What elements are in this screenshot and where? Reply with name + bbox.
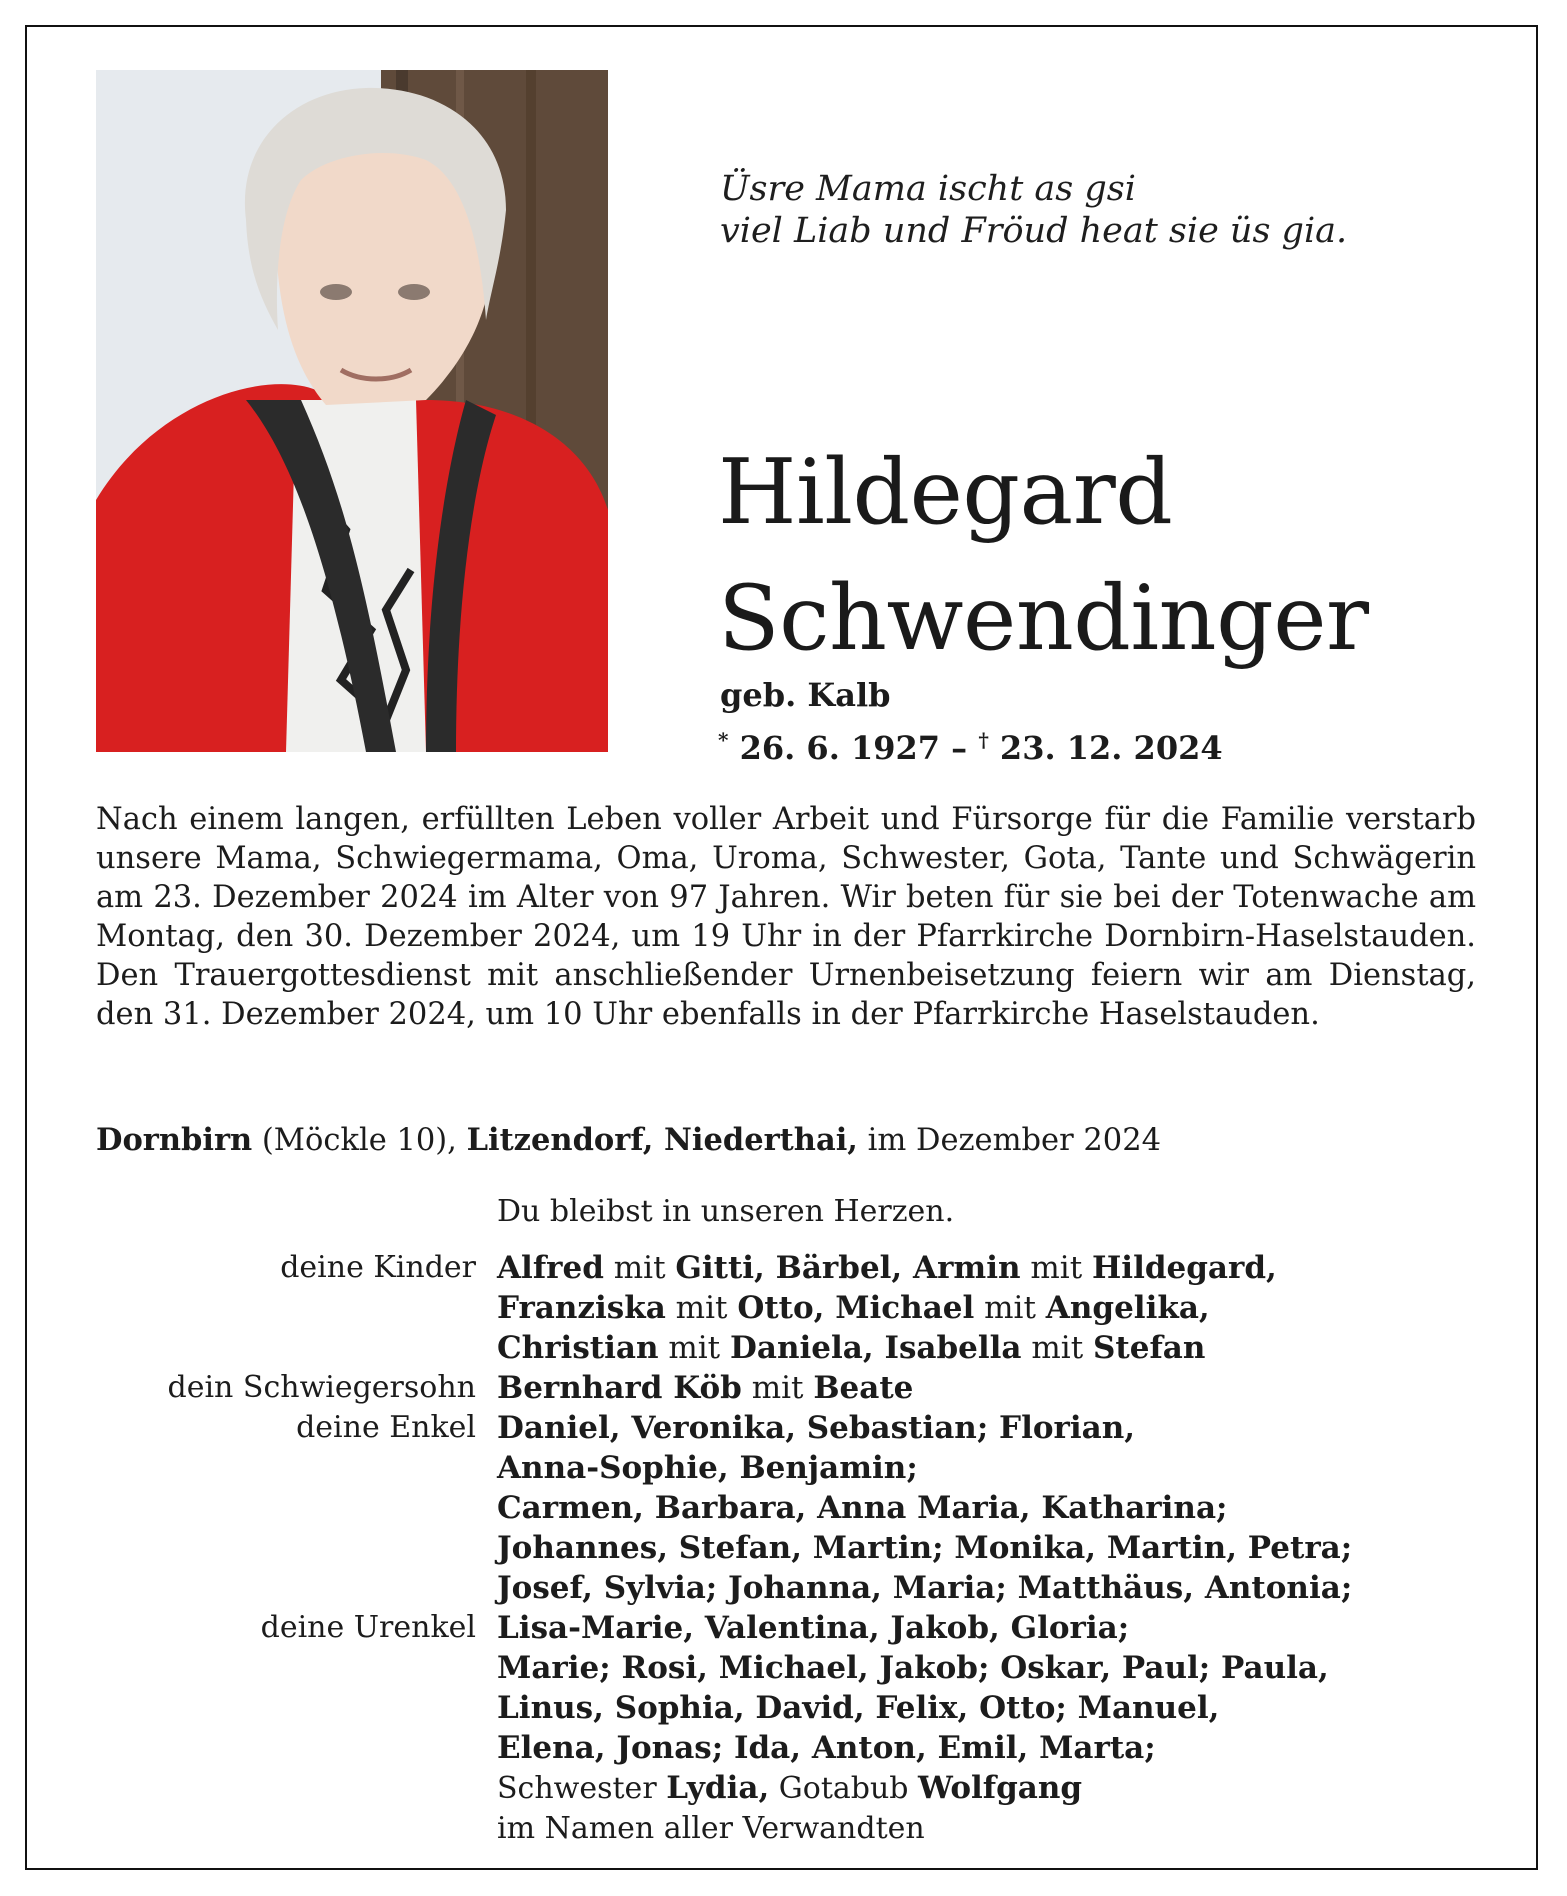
godchild-label: Gotabub: [769, 1771, 919, 1806]
grandchildren-line: Josef, Sylvia; Johanna, Maria; Matthäus, Antonia;: [497, 1570, 1353, 1606]
son-in-law-name: Bernhard Köb: [497, 1370, 742, 1406]
connector-text: mit: [658, 1330, 730, 1366]
child-name: Otto, Michael: [737, 1290, 975, 1326]
grandchildren-names: [497, 1408, 1516, 1608]
place-dornbirn: Dornbirn: [96, 1122, 253, 1158]
children-names: [497, 1248, 1516, 1368]
children-line: [497, 1328, 1516, 1368]
child-name: Christian: [497, 1330, 659, 1366]
last-name: Schwendinger: [718, 566, 1369, 671]
son-in-law-mit: mit: [741, 1370, 814, 1406]
grandchildren-line: Carmen, Barbara, Anna Maria, Katharina;: [497, 1490, 1228, 1526]
death-date: 23. 12. 2024: [999, 729, 1223, 767]
sister-name: Lydia,: [666, 1770, 770, 1806]
child-name: Hildegard,: [1092, 1250, 1277, 1286]
child-name: Daniela, Isabella: [729, 1330, 1022, 1366]
child-name: Gitti, Bärbel, Armin: [675, 1250, 1021, 1286]
son-in-law-label: dein Schwiegersohn: [167, 1370, 476, 1405]
place-address: (Möckle 10),: [252, 1123, 467, 1158]
son-in-law-row: [96, 1368, 1516, 1408]
mourners-list: [96, 1192, 1516, 1849]
connector-text: mit: [665, 1290, 738, 1326]
sibling-line: [497, 1768, 1516, 1809]
child-name: Alfred: [497, 1250, 604, 1286]
son-in-law-partner: Beate: [813, 1370, 914, 1406]
children-row: [96, 1248, 1516, 1368]
obituary-text: Nach einem langen, erfüllten Leben voller Arbeit und Fürsorge für die Familie verstarb unsere Mama, Schwiegermama, Oma, Uroma, Schwester, Gota, Tante und Schwägerin am 23. Dezember 2024 im Alter von 97 Jahren. Wir beten für sie bei der Totenwache am Montag, den 30. Dezember 2024, um 19 Uhr in der Pfarrkirche Dornbirn-Haselstauden. Den Trauergottesdienst mit anschließender Urnenbeisetzung feiern wir am Dienstag, den 31. Dezember 2024, um 10 Uhr ebenfalls in der Pfarrkirche Haselstauden.: [96, 802, 1476, 1032]
children-label: deine Kinder: [280, 1250, 476, 1285]
connector-text: mit: [974, 1290, 1046, 1326]
grandchildren-line: Daniel, Veronika, Sebastian; Florian,: [497, 1410, 1136, 1446]
connector-text: mit: [1021, 1330, 1094, 1366]
connector-text: mit: [603, 1250, 676, 1286]
sister-label: Schwester: [497, 1771, 667, 1806]
portrait-photo: [96, 70, 608, 752]
great-grandchildren-line: Elena, Jonas; Ida, Anton, Emil, Marta;: [497, 1730, 1156, 1766]
birth-mark: *: [718, 728, 729, 752]
farewell-line: Du bleibst in unseren Herzen.: [497, 1194, 955, 1229]
closing-line: im Namen aller Verwandten: [497, 1811, 925, 1846]
child-name: Stefan: [1093, 1330, 1206, 1366]
place-date: im Dezember 2024: [857, 1123, 1162, 1158]
grandchildren-label: deine Enkel: [296, 1410, 476, 1445]
connector-text: mit: [1020, 1250, 1093, 1286]
first-name: Hildegard: [718, 440, 1173, 545]
quote-line-1: Üsre Mama ischt as gsi: [720, 169, 1136, 209]
quote-line-2: viel Liab und Fröud heat sie üs gia.: [720, 211, 1348, 251]
son-in-law-names: [497, 1368, 1516, 1408]
children-line: [497, 1248, 1516, 1288]
dates-dash: –: [951, 729, 968, 767]
great-grandchildren-line: Marie; Rosi, Michael, Jakob; Oskar, Paul; Paula,: [497, 1650, 1329, 1686]
deceased-name: [718, 430, 1518, 682]
great-grandchildren-names: [497, 1608, 1516, 1768]
great-grandchildren-label: deine Urenkel: [260, 1610, 476, 1645]
death-mark: †: [978, 728, 989, 752]
great-grandchildren-row: [96, 1608, 1516, 1768]
grandchildren-line: Johannes, Stefan, Martin; Monika, Martin, Petra;: [497, 1530, 1353, 1566]
great-grandchildren-line: Linus, Sophia, David, Felix, Otto; Manuel,: [497, 1690, 1220, 1726]
godchild-name: Wolfgang: [918, 1770, 1083, 1806]
child-name: Franziska: [497, 1290, 666, 1326]
children-line: [497, 1288, 1516, 1328]
grandchildren-line: Anna-Sophie, Benjamin;: [497, 1450, 918, 1486]
child-name: Angelika,: [1045, 1290, 1210, 1326]
place-date-line: [96, 1120, 1161, 1161]
birth-date: 26. 6. 1927: [739, 729, 941, 767]
birth-name: geb. Kalb: [720, 676, 891, 714]
life-dates: [718, 720, 1223, 768]
dedication-quote: [720, 168, 1420, 252]
great-grandchildren-line: Lisa-Marie, Valentina, Jakob, Gloria;: [497, 1610, 1130, 1646]
grandchildren-row: [96, 1408, 1516, 1608]
place-other: Litzendorf, Niederthai,: [466, 1122, 858, 1158]
